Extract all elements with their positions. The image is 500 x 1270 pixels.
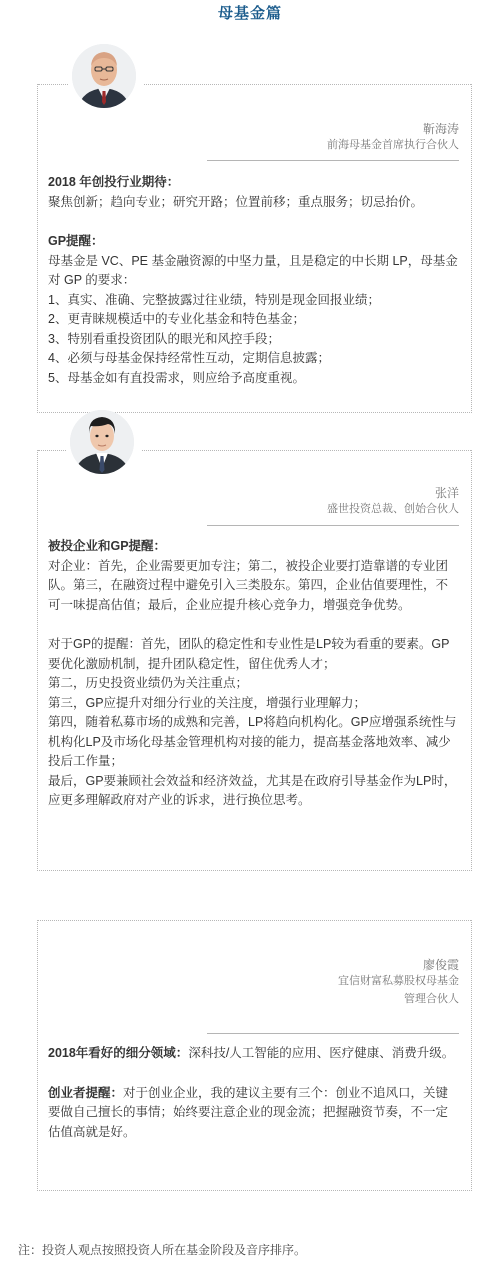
investor-card <box>37 84 472 413</box>
card-body <box>48 1044 459 1142</box>
card-body <box>48 173 459 388</box>
investor-title: 宜信财富私募股权母基金 <box>338 975 459 987</box>
section-heading: 创业者提醒： <box>48 1085 124 1100</box>
paragraph: 第二，历史投资业绩仍为关注重点； <box>48 676 249 690</box>
paragraph: 对企业：首先，企业需要更加专注；第二，被投企业要打造靠谱的专业团队。第三，在融资过程中避免引入三类股东。第四，企业估值要理性，不可一味提高估值；最后，企业应提升核心竞争力，增强竞争优势。 <box>48 558 449 612</box>
paragraph: 母基金是 VC、PE 基金融资源的中坚力量，且是稳定的中长期 LP，母基金对 GP 的要求： <box>48 253 458 287</box>
card-body <box>48 537 459 811</box>
paragraph: 第三，GP应提升对细分行业的关注度，增强行业理解力； <box>48 695 367 710</box>
investor-name: 廖俊霞 <box>422 958 459 972</box>
list-item: 4、必须与母基金保持经常性互动，定期信息披露； <box>48 351 330 365</box>
investor-card <box>37 920 472 1191</box>
list-item: 1、真实、准确、完整披露过往业绩，特别是现金回报业绩； <box>48 292 380 307</box>
list-item: 3、特别看重投资团队的眼光和风控手段； <box>48 331 280 346</box>
paragraph: 对于GP的提醒：首先，团队的稳定性和专业性是LP较为看重的要素。GP要优化激励机制，提升团队稳定性，留住优秀人才； <box>48 637 450 671</box>
section-heading: 被投企业和GP提醒： <box>48 539 167 553</box>
paragraph: 最后，GP要兼顾社会效益和经济效益，尤其是在政府引导基金作为LP时，应更多理解政府对产业的诉求，进行换位思考。 <box>48 773 457 807</box>
avatar <box>70 410 134 474</box>
investor-title: 前海母基金首席执行合伙人 <box>327 139 459 151</box>
page-title: 母基金篇 <box>217 5 282 22</box>
investor-title: 管理合伙人 <box>404 993 459 1005</box>
section-heading: 2018 年创投行业期待： <box>48 175 180 189</box>
divider <box>207 525 459 526</box>
section-heading: 2018年看好的细分领域： <box>48 1046 189 1060</box>
paragraph-text: 深科技/人工智能的应用、医疗健康、消费升级。 <box>188 1046 455 1060</box>
divider <box>207 1033 459 1034</box>
investor-title: 盛世投资总裁、创始合伙人 <box>327 503 459 515</box>
investor-name: 靳海涛 <box>422 122 459 136</box>
investor-card <box>37 450 472 871</box>
investor-name: 张洋 <box>434 486 459 500</box>
divider <box>207 160 459 161</box>
paragraph: 聚焦创新；趋向专业；研究开路；位置前移；重点服务；切忌抬价。 <box>48 194 424 209</box>
list-item: 5、母基金如有直投需求，则应给予高度重视。 <box>48 370 305 385</box>
list-item: 2、更青睐规模适中的专业化基金和特色基金； <box>48 312 305 326</box>
avatar <box>72 44 136 108</box>
footnote: 注：投资人观点按照投资人所在基金阶段及音序排序。 <box>18 1243 307 1257</box>
paragraph <box>48 1084 459 1143</box>
paragraph: 第四，随着私募市场的成熟和完善，LP将趋向机构化。GP应增强系统性与机构化LP及市场化母基金管理机构对接的能力，提高基金落地效率、减少投后工作量； <box>48 715 457 768</box>
paragraph <box>48 1044 459 1064</box>
section-heading: GP提醒： <box>48 234 104 248</box>
paragraph-text: 对于创业企业，我的建议主要有三个：创业不追风口，关键要做自己擅长的事情；始终要注意企业的现金流；把握融资节奏，不一定估值高就是好。 <box>48 1085 449 1139</box>
